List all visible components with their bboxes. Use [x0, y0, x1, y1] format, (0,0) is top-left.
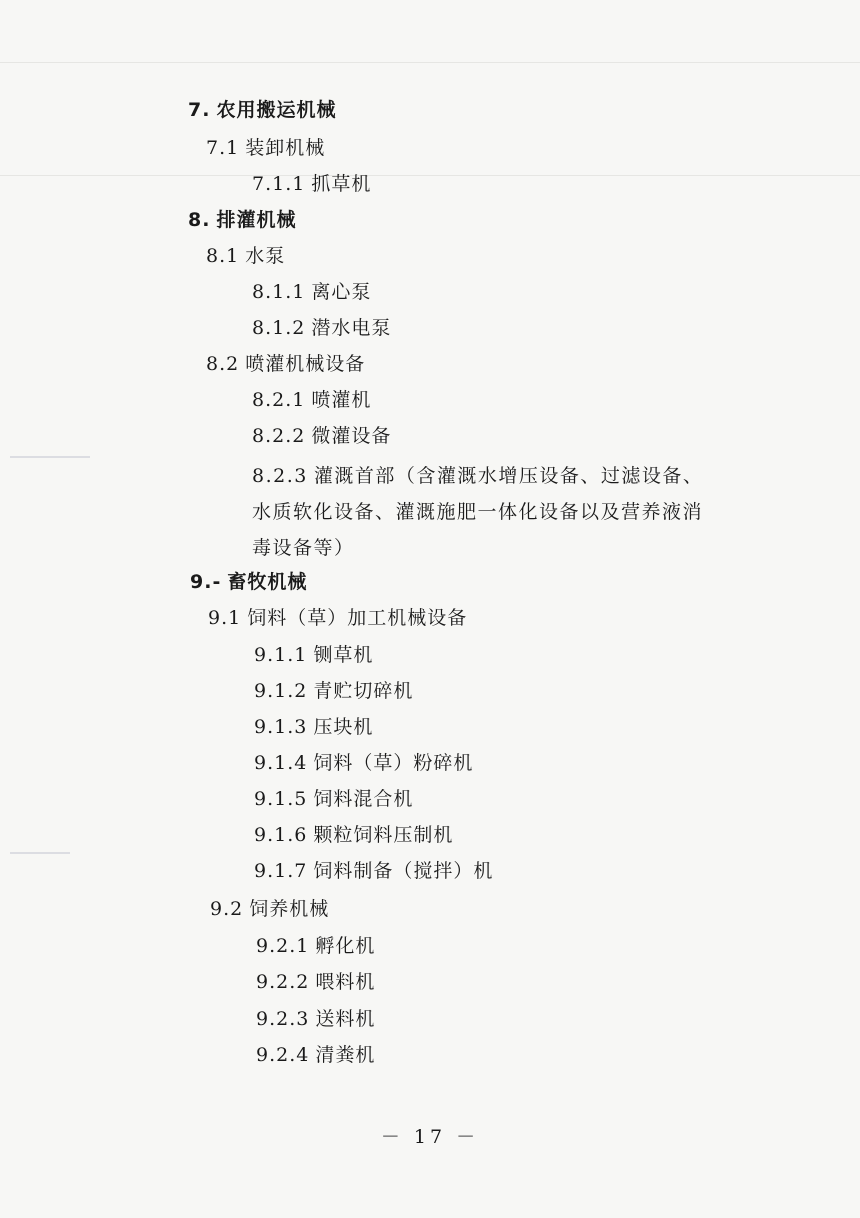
item-number: 7.1 — [206, 137, 240, 159]
item-number: 8.1.1 — [252, 281, 306, 303]
scan-artifact-line — [0, 62, 860, 63]
list-item — [254, 715, 373, 739]
section-number: 7. — [188, 99, 211, 121]
item-label: 微灌设备 — [311, 425, 392, 447]
item-label: 饲料制备（搅拌）机 — [313, 860, 494, 882]
list-item — [254, 643, 373, 667]
item-label: 离心泵 — [311, 281, 372, 303]
section-heading — [188, 208, 296, 232]
item-label: 饲料（草）加工机械设备 — [247, 607, 468, 629]
item-number: 8.2.1 — [252, 389, 306, 411]
item-number: 8.2.3 — [252, 465, 308, 487]
item-label: 青贮切碎机 — [313, 680, 414, 702]
item-label: 饲养机械 — [249, 898, 330, 920]
subsection-item — [206, 244, 285, 268]
section-title: 农用搬运机械 — [216, 99, 337, 121]
item-number: 9.2.2 — [256, 971, 310, 993]
item-label: 铡草机 — [313, 644, 374, 666]
item-number: 9.1 — [208, 607, 242, 629]
subsection-item — [206, 352, 365, 376]
item-label: 孵化机 — [315, 935, 376, 957]
item-number: 9.1.4 — [254, 752, 308, 774]
list-item — [256, 1043, 375, 1067]
item-label: 饲料（草）粉碎机 — [313, 752, 474, 774]
list-item — [252, 388, 371, 412]
item-number: 8.2 — [206, 353, 240, 375]
item-number: 9.1.2 — [254, 680, 308, 702]
item-label: 送料机 — [315, 1008, 376, 1030]
item-number: 9.2.4 — [256, 1044, 310, 1066]
item-number: 7.1.1 — [252, 173, 306, 195]
section-heading — [190, 570, 307, 594]
item-number: 9.1.7 — [254, 860, 308, 882]
section-number: 9.- — [190, 571, 222, 593]
subsection-item — [206, 136, 325, 160]
page-number: － 17 － — [380, 1126, 480, 1148]
item-label: 灌溉首部（含灌溉水增压设备、过滤设备、水质软化设备、灌溉施肥一体化设备以及营养液消毒设备等） — [252, 465, 704, 559]
scan-artifact-line — [0, 175, 860, 176]
subsection-item — [210, 897, 329, 921]
scan-artifact-mark — [10, 852, 70, 854]
list-item — [252, 172, 371, 196]
item-label: 抓草机 — [311, 173, 372, 195]
list-item — [254, 823, 453, 847]
item-number: 8.2.2 — [252, 425, 306, 447]
item-number: 9.2.3 — [256, 1008, 310, 1030]
list-item — [254, 859, 493, 883]
item-number: 8.1.2 — [252, 317, 306, 339]
item-label: 喷灌机 — [311, 389, 372, 411]
item-number: 9.1.3 — [254, 716, 308, 738]
item-number: 9.2.1 — [256, 935, 310, 957]
item-label: 喷灌机械设备 — [245, 353, 366, 375]
list-item — [252, 424, 391, 448]
list-item — [254, 679, 413, 703]
list-item — [252, 316, 391, 340]
item-number: 9.1.5 — [254, 788, 308, 810]
item-number: 9.1.1 — [254, 644, 308, 666]
item-label: 清粪机 — [315, 1044, 376, 1066]
section-title: 畜牧机械 — [227, 571, 308, 593]
item-label: 装卸机械 — [245, 137, 326, 159]
subsection-item — [208, 606, 467, 630]
list-item — [252, 280, 371, 304]
item-label: 压块机 — [313, 716, 374, 738]
item-label: 喂料机 — [315, 971, 376, 993]
list-item — [256, 934, 375, 958]
list-item — [256, 1007, 375, 1031]
list-item — [254, 751, 473, 775]
list-item — [256, 970, 375, 994]
item-label: 潜水电泵 — [311, 317, 392, 339]
item-number: 8.1 — [206, 245, 240, 267]
section-number: 8. — [188, 209, 211, 231]
list-item — [254, 787, 413, 811]
section-heading — [188, 98, 336, 122]
list-item-multiline — [252, 458, 722, 566]
item-number: 9.1.6 — [254, 824, 308, 846]
section-title: 排灌机械 — [216, 209, 297, 231]
item-label: 水泵 — [245, 245, 286, 267]
item-label: 饲料混合机 — [313, 788, 414, 810]
scan-artifact-mark — [10, 456, 90, 458]
item-number: 9.2 — [210, 898, 244, 920]
item-label: 颗粒饲料压制机 — [313, 824, 454, 846]
